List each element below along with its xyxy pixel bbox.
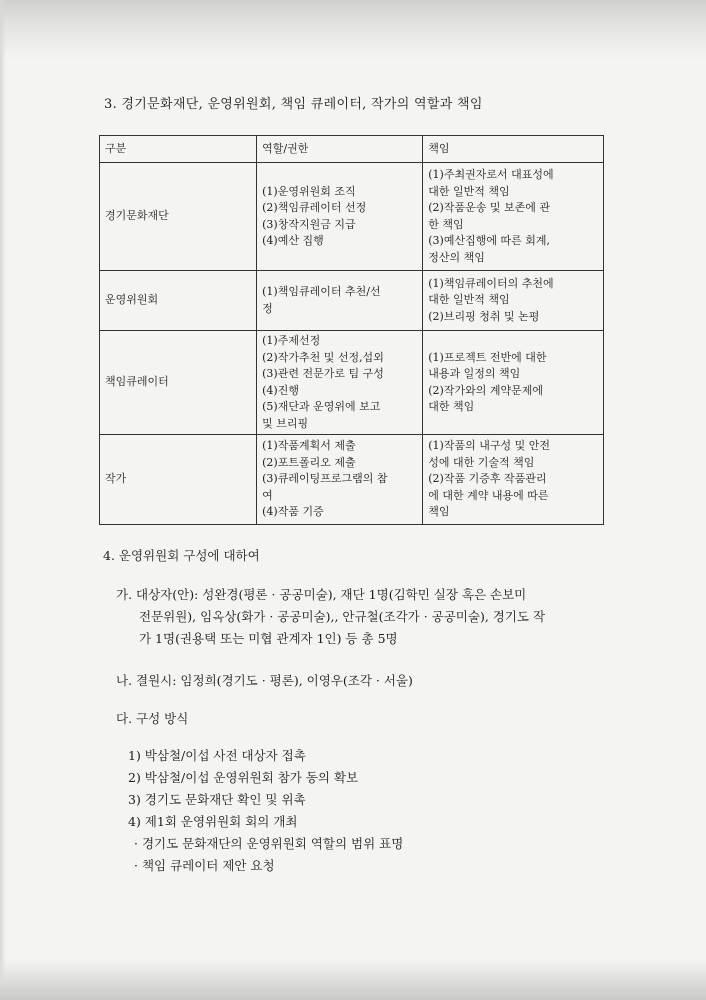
role-line: (5)재단과 운영위에 보고 [262, 400, 381, 413]
role-line: (1)운영위원회 조직 [262, 184, 356, 198]
table-header-row [100, 136, 604, 163]
resp-line: 정산의 책임 [428, 250, 485, 264]
resp-line: 한 책임 [428, 217, 464, 231]
table-row [100, 163, 604, 271]
list-item: 2) 박삼철/이섭 운영위원회 참가 동의 확보 [128, 770, 359, 785]
section-4-heading: 4. 운영위원회 구성에 대하여 [103, 548, 260, 563]
resp-line: (1)주최권자로서 대표성에 [428, 168, 554, 181]
row-roles-committee [257, 271, 423, 331]
row-resp-committee [423, 271, 604, 331]
row-category-curator: 책임큐레이터 [100, 331, 257, 435]
roles-table [99, 135, 604, 525]
role-line: (4)작품 기증 [262, 505, 324, 519]
resp-line: (1)작품의 내구성 및 안전 [428, 439, 550, 453]
candidates-line: 가 1명(권용택 또는 미협 관계자 1인) 등 총 5명 [139, 631, 398, 646]
row-resp-curator [423, 331, 604, 435]
resp-line: 대한 책임 [428, 400, 475, 413]
resp-line: (2)작가와의 계약문제에 [428, 383, 543, 397]
resp-line: 책임 [428, 505, 450, 519]
scan-shadow-top [0, 0, 706, 60]
resp-line: (2)브리핑 청취 및 논평 [428, 309, 540, 323]
list-item: 1) 박삼철/이섭 사전 대상자 접촉 [128, 748, 306, 763]
role-line: (3)큐레이팅프로그램의 참 [262, 472, 388, 486]
row-category-artist: 작가 [100, 435, 257, 525]
list-item: 3) 경기도 문화재단 확인 및 위촉 [128, 792, 306, 807]
role-line: (3)관련 전문가로 팀 구성 [262, 367, 384, 380]
composition-steps [128, 745, 403, 877]
role-line: (1)책임큐레이터 추천/선 [262, 285, 381, 298]
scan-shadow-left [0, 0, 6, 1000]
role-line: 정 [262, 301, 273, 315]
role-line: (2)책임큐레이터 선정 [262, 201, 367, 214]
resp-line: (1)프로젝트 전반에 대한 [428, 350, 547, 364]
table-row [100, 435, 604, 525]
resp-line: 내용과 일정의 책임 [428, 367, 521, 380]
resp-line: (2)작품 기증후 작품관리 [428, 472, 547, 486]
role-line: 여 [262, 488, 273, 502]
composition-method-heading: 다. 구성 방식 [116, 711, 189, 726]
role-line: (4)진행 [262, 383, 299, 397]
role-line: 및 브리핑 [262, 416, 309, 430]
resp-line: (1)책임큐레이터의 추천에 [428, 276, 554, 290]
resp-line: 대한 일반적 책임 [428, 293, 510, 307]
row-category-committee: 운영위원회 [100, 271, 257, 331]
resp-line: 대한 일반적 책임 [428, 184, 510, 198]
header-responsibilities: 책임 [423, 136, 604, 163]
row-resp-artist [423, 435, 604, 525]
table-row [100, 271, 604, 331]
resp-line: (3)예산집행에 따른 회계, [428, 234, 550, 247]
candidates-line: 가. 대상자(안): 성완경(평론 · 공공미술), 재단 1명(김학민 실장 혹은 손보미 [116, 587, 527, 602]
row-resp-foundation [423, 163, 604, 271]
header-category: 구분 [100, 136, 257, 163]
section-3-heading: 3. 경기문화재단, 운영위원회, 책임 큐레이터, 작가의 역할과 책임 [104, 97, 483, 112]
alternates-paragraph: 나. 결원시: 임정희(경기도 · 평론), 이영우(조각 · 서울) [116, 673, 413, 688]
resp-line: 성에 대한 기술적 책임 [428, 455, 535, 469]
role-line: (2)작가추천 및 선정,섭외 [262, 350, 384, 364]
row-category-foundation: 경기문화재단 [100, 163, 257, 271]
row-roles-foundation [257, 163, 423, 271]
list-item: · 경기도 문화재단의 운영위원회 역할의 범위 표명 [134, 836, 404, 851]
table-row [100, 331, 604, 435]
header-roles: 역할/권한 [257, 136, 423, 163]
row-roles-curator [257, 331, 423, 435]
candidates-line: 전문위원), 임옥상(화가 · 공공미술),, 안규철(조각가 · 공공미술), 경기도 작 [139, 609, 546, 624]
role-line: (3)창작지원금 지급 [262, 217, 356, 231]
role-line: (4)예산 집행 [262, 234, 324, 247]
list-item: · 책임 큐레이터 제안 요청 [134, 858, 275, 873]
row-roles-artist [257, 435, 423, 525]
resp-line: (2)작품운송 및 보존에 관 [428, 201, 550, 214]
list-item: 4) 제1회 운영위원회 회의 개최 [128, 814, 298, 829]
role-line: (1)작품계획서 제출 [262, 439, 356, 453]
candidates-paragraph [116, 584, 616, 650]
role-line: (1)주제선정 [262, 334, 321, 347]
scan-shadow-bottom [0, 960, 706, 1000]
resp-line: 에 대한 계약 내용에 따른 [428, 488, 549, 502]
role-line: (2)포트폴리오 제출 [262, 455, 356, 469]
